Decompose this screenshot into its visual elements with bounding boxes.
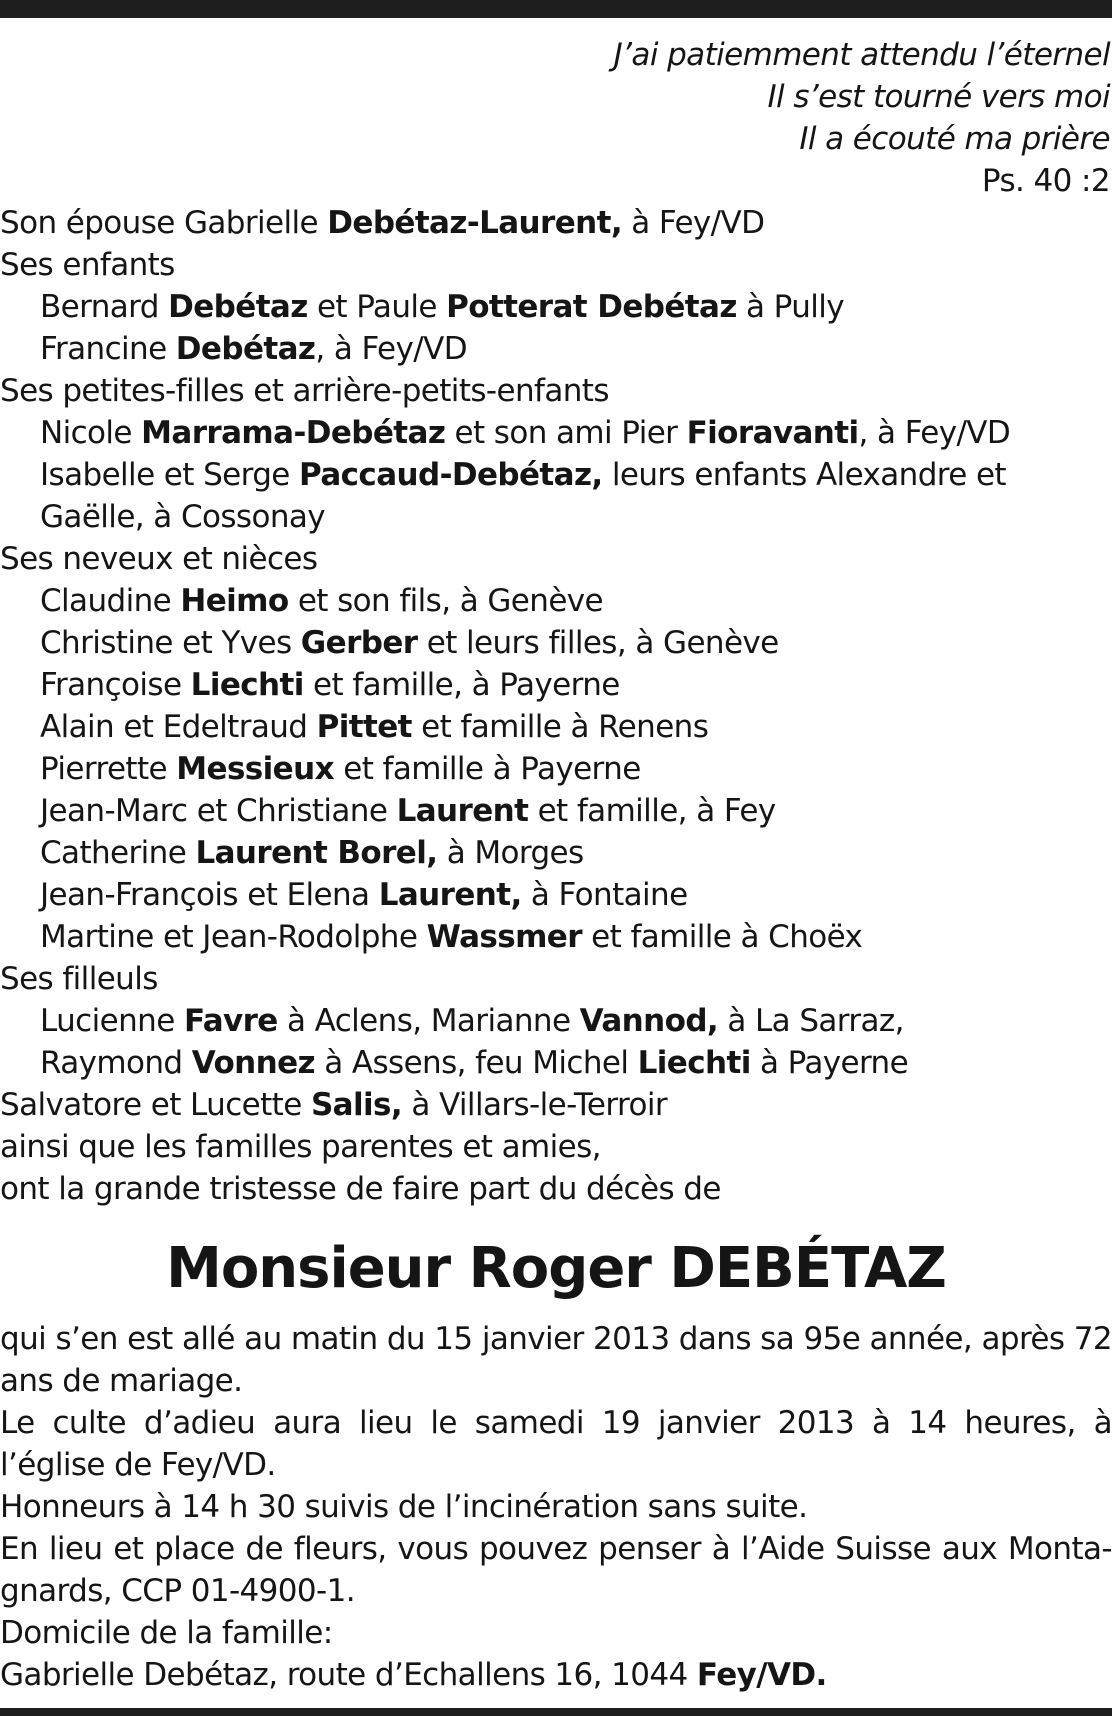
family-line-child-1: Bernard Debétaz et Paule Potterat Debétaz à Pully: [40, 289, 845, 325]
family-line-nephew-3: Françoise Liechti et famille, à Payerne: [40, 667, 620, 703]
verse-reference: Ps. 40 :2: [981, 163, 1110, 199]
family-heading-godchildren: Ses filleuls: [0, 961, 158, 997]
family-line-godchild-1: Lucienne Favre à Aclens, Marianne Vannod, à La Sarraz,: [40, 1003, 904, 1039]
family-line-nephew-8: Jean-François et Elena Laurent, à Fontaine: [40, 877, 688, 913]
deceased-name: Monsieur Roger DEBÉTAZ: [166, 1236, 946, 1301]
verse-line-1: J’ai patiemment attendu l’éternel: [613, 37, 1110, 73]
details-section: [0, 1318, 1112, 1696]
details-paragraph-1: qui s’en est allé au matin du 15 janvier 2013 dans sa 95e année, après 72 ans de mariage.: [0, 1321, 1112, 1399]
family-heading-grandchildren: Ses petites-filles et arrière-petits-enfants: [0, 373, 609, 409]
family-line-nephew-7: Catherine Laurent Borel, à Morges: [40, 835, 584, 871]
family-heading-nephews: Ses neveux et nièces: [0, 541, 318, 577]
family-line-nephew-1: Claudine Heimo et son fils, à Genève: [40, 583, 604, 619]
family-line-grandchild-2: Isabelle et Serge Paccaud-Debétaz, leurs enfants Alexandre et Gaëlle, à Cossonay: [40, 457, 1006, 535]
verse-line-3: Il a écouté ma prière: [799, 121, 1110, 157]
top-rule: [0, 0, 1112, 18]
family-line-friends: Salvatore et Lucette Salis, à Villars-le-Terroir: [0, 1087, 667, 1123]
family-line-nephew-2: Christine et Yves Gerber et leurs filles, à Genève: [40, 625, 779, 661]
family-line-nephew-6: Jean-Marc et Christiane Laurent et famille, à Fey: [40, 793, 776, 829]
announcement-line: ont la grande tristesse de faire part du décès de: [0, 1171, 721, 1207]
family-line-nephew-5: Pierrette Messieux et famille à Payerne: [40, 751, 641, 787]
family-line-spouse: Son épouse Gabrielle Debétaz-Laurent, à Fey/VD: [0, 205, 765, 241]
family-line-nephew-9: Martine et Jean-Rodolphe Wassmer et famille à Choëx: [40, 919, 863, 955]
family-line-child-2: Francine Debétaz, à Fey/VD: [40, 331, 467, 367]
family-line-relatives: ainsi que les familles parentes et amies,: [0, 1129, 601, 1165]
verse-line-2: Il s’est tourné vers moi: [767, 79, 1110, 115]
bottom-rule: [0, 1708, 1112, 1716]
details-paragraph-4: En lieu et place de fleurs, vous pouvez penser à l’Aide Suisse aux Monta-gnards, CCP 01-4900-1.: [0, 1531, 1112, 1609]
family-address: Gabrielle Debétaz, route d’Echallens 16, 1044 Fey/VD.: [0, 1657, 827, 1693]
details-paragraph-2: Le culte d’adieu aura lieu le samedi 19 janvier 2013 à 14 heures, à l’église de Fey/VD.: [0, 1405, 1112, 1483]
family-line-godchild-2: Raymond Vonnez à Assens, feu Michel Liechti à Payerne: [40, 1045, 909, 1081]
family-line-grandchild-1: Nicole Marrama-Debétaz et son ami Pier Fioravanti, à Fey/VD: [40, 415, 1011, 451]
family-line-nephew-4: Alain et Edeltraud Pittet et famille à Renens: [40, 709, 709, 745]
family-list: [0, 202, 1112, 1210]
obituary-notice: [0, 34, 1112, 1696]
details-paragraph-3: Honneurs à 14 h 30 suivis de l’incinération sans suite.: [0, 1489, 808, 1525]
bible-verse: [0, 34, 1112, 202]
family-heading-children: Ses enfants: [0, 247, 175, 283]
details-paragraph-5: Domicile de la famille:: [0, 1615, 333, 1651]
